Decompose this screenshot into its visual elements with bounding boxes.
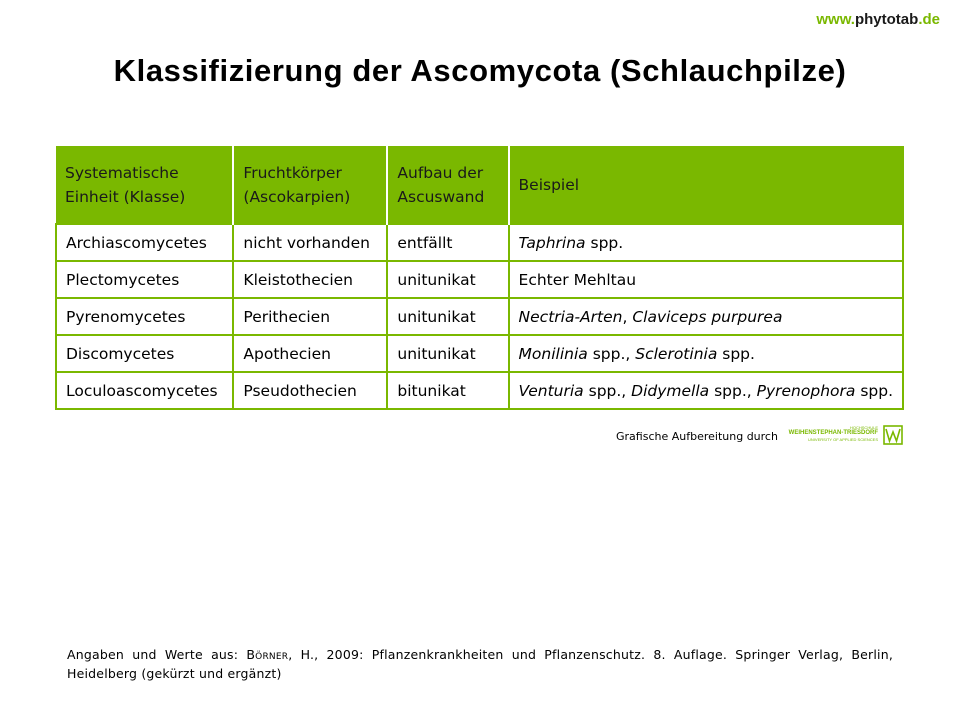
cell-ascuswand: unitunikat: [387, 298, 508, 335]
beispiel-segment: spp.: [717, 344, 755, 363]
cell-klasse: Plectomycetes: [56, 261, 233, 298]
site-url-suffix: .de: [918, 11, 940, 28]
beispiel-segment: Claviceps purpurea: [632, 307, 783, 326]
table-row: [56, 298, 903, 335]
cell-fruchtkoerper: Pseudothecien: [233, 372, 387, 409]
beispiel-segment: Pyrenophora: [756, 381, 856, 400]
beispiel-segment: Didymella: [631, 381, 710, 400]
cell-ascuswand: entfällt: [387, 224, 508, 261]
cell-ascuswand: unitunikat: [387, 261, 508, 298]
cell-klasse: Loculoascomycetes: [56, 372, 233, 409]
site-url[interactable]: [816, 11, 940, 28]
cell-klasse: Archiascomycetes: [56, 224, 233, 261]
classification-table: [55, 146, 904, 410]
table-row: [56, 261, 903, 298]
cell-fruchtkoerper: Kleistothecien: [233, 261, 387, 298]
header-fruchtkoerper: Fruchtkörper (Ascokarpien): [233, 146, 387, 224]
beispiel-segment: spp.,: [583, 381, 632, 400]
site-url-prefix: www.: [816, 11, 855, 28]
beispiel-segment: Echter Mehltau: [518, 270, 637, 289]
cell-ascuswand: unitunikat: [387, 335, 508, 372]
hswt-logo: [786, 425, 904, 445]
table-row: [56, 224, 903, 261]
beispiel-segment: spp.,: [587, 344, 636, 363]
cell-beispiel: [509, 298, 903, 335]
cell-klasse: Pyrenomycetes: [56, 298, 233, 335]
beispiel-segment: spp.: [585, 233, 624, 252]
cell-beispiel: [509, 224, 903, 261]
header-beispiel: Beispiel: [509, 146, 903, 224]
cell-fruchtkoerper: nicht vorhanden: [233, 224, 387, 261]
cell-fruchtkoerper: Apothecien: [233, 335, 387, 372]
beispiel-segment: ,: [622, 307, 633, 326]
page-title: Klassifizierung der Ascomycota (Schlauchpilze): [113, 53, 847, 88]
table-row: [56, 372, 903, 409]
beispiel-segment: Nectria-Arten: [518, 307, 623, 326]
table-header-row: [56, 146, 903, 224]
beispiel-segment: spp.: [855, 381, 893, 400]
credit-text: Grafische Aufbereitung durch: [616, 430, 778, 443]
cell-beispiel: [509, 335, 903, 372]
cell-beispiel: [509, 261, 903, 298]
table-row: [56, 335, 903, 372]
hswt-logo-text: HOCHSCHULE WEIHENSTEPHAN-TRIESDORF UNIVERSITY OF APPLIED SCIENCES: [788, 425, 878, 442]
beispiel-segment: spp.,: [709, 381, 757, 400]
cell-ascuswand: bitunikat: [387, 372, 508, 409]
beispiel-segment: Sclerotinia: [635, 344, 718, 363]
source-note: Angaben und Werte aus: Börner, H., 2009: Pflanzenkrankheiten und Pflanzenschutz. 8. Auflage. Springer Verlag, Berlin, Heidelberg (gekürzt und ergänzt): [67, 647, 893, 681]
beispiel-segment: Taphrina: [518, 233, 586, 252]
cell-beispiel: [509, 372, 903, 409]
beispiel-segment: Monilinia: [518, 344, 588, 363]
cell-klasse: Discomycetes: [56, 335, 233, 372]
cell-fruchtkoerper: Perithecien: [233, 298, 387, 335]
beispiel-segment: Venturia: [518, 381, 584, 400]
header-ascuswand: Aufbau der Ascuswand: [387, 146, 508, 224]
source-author: Börner: [246, 647, 289, 662]
site-url-name: phytotab: [854, 11, 919, 28]
header-klasse: Systematische Einheit (Klasse): [56, 146, 233, 224]
hswt-logo-mark-icon: [883, 425, 903, 445]
